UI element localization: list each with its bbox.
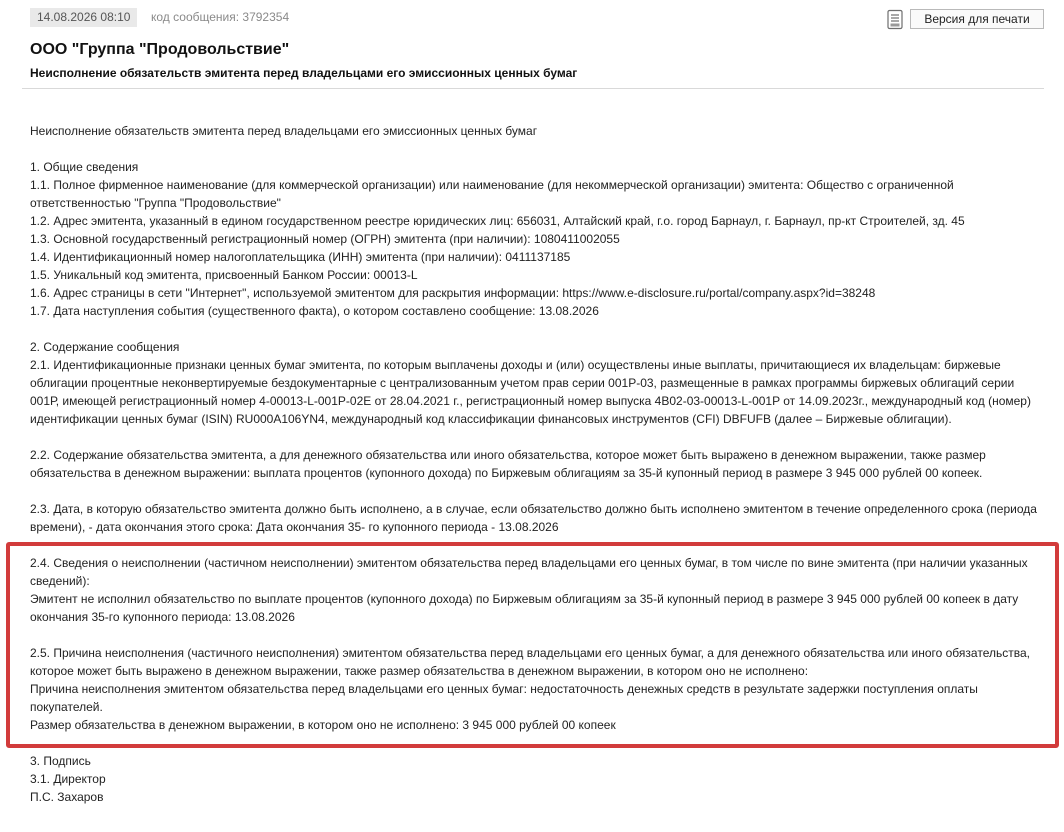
message-code: код сообщения: 3792354 — [151, 10, 290, 24]
publication-datetime: 14.08.2026 08:10 — [30, 8, 137, 27]
body-intro: Неисполнение обязательств эмитента перед владельцами его эмиссионных ценных бумаг — [30, 124, 538, 138]
print-version-button[interactable]: Версия для печати — [910, 9, 1044, 29]
item-2-5-question: 2.5. Причина неисполнения (частичного неисполнения) эмитентом обязательства перед владельцами его ценных бумаг, а для денежного обязательства или иного обязательства, которое может быть выражено в денежном выражении, также размер обязательства в денежном выражении, в котором оно не исполнено: — [30, 646, 1030, 678]
item-2-3: 2.3. Дата, в которую обязательство эмитента должно быть исполнено, а в случае, если обязательство должно быть исполнено эмитентом в течение определенного срока (периода времени), - дата окончания этого срока: Дата окончания 35- го купонного периода - 13.08.2026 — [30, 502, 1037, 534]
spacer — [30, 482, 1045, 500]
item-2-5-amount: Размер обязательства в денежном выражении, в котором оно не исполнено: 3 945 000 рублей 00 копеек — [30, 718, 616, 732]
spacer — [30, 626, 1045, 644]
spacer — [30, 140, 1045, 158]
item-2-4-question: 2.4. Сведения о неисполнении (частичном неисполнении) эмитентом обязательства перед владельцами его ценных бумаг, в том числе по вине эмитента (при наличии указанных сведений): — [30, 556, 1028, 588]
message-subject: Неисполнение обязательств эмитента перед владельцами его эмиссионных ценных бумаг — [30, 66, 578, 80]
section-1-title: 1. Общие сведения — [30, 160, 139, 174]
item-1-2: 1.2. Адрес эмитента, указанный в едином государственном реестре юридических лиц: 656031, Алтайский край, г.о. город Барнаул, г. Барнаул, пр-кт Строителей, зд. 45 — [30, 214, 965, 228]
spacer — [30, 734, 1045, 752]
item-1-6: 1.6. Адрес страницы в сети "Интернет", используемой эмитентом для раскрытия информации: https://www.e-disclosure.ru/portal/company.aspx?id=38248 — [30, 286, 876, 300]
item-2-1: 2.1. Идентификационные признаки ценных бумаг эмитента, по которым выплачены доходы и (или) осуществлены иные выплаты, причитающиеся их владельцам: биржевые облигации процентные неконвертируемые бездокументарные с централизованным учетом прав серии 001Р-03, размещенные в рамках программы биржевых облигаций серии 001Р, имеющей регистрационный номер 4-00013-L-001P-02E от 28.04.2021 г., регистрационный номер выпуска 4B02-03-00013-L-001P от 14.09.2023г., международный код (номер) идентификации ценных бумаг (ISIN) RU000A106YN4, международный код классификации финансовых инструментов (CFI) DBFUFB (далее – Биржевые облигации). — [30, 358, 1031, 426]
item-1-4: 1.4. Идентификационный номер налогоплательщика (ИНН) эмитента (при наличии): 0411137185 — [30, 250, 571, 264]
spacer — [30, 320, 1045, 338]
signer-position: 3.1. Директор — [30, 772, 106, 786]
company-name: ООО "Группа "Продовольствие" — [30, 41, 290, 58]
message-meta-bar — [30, 8, 1045, 32]
item-1-1: 1.1. Полное фирменное наименование (для коммерческой организации) или наименование (для некоммерческой организации) эмитента: Общество с ограниченной ответственностью "Группа "Продовольствие" — [30, 178, 954, 210]
item-1-7: 1.7. Дата наступления события (существенного факта), о котором составлено сообщение: 13.08.2026 — [30, 304, 599, 318]
item-2-2: 2.2. Содержание обязательства эмитента, а для денежного обязательства или иного обязательства, которое может быть выражено в денежном выражении, также размер обязательства в денежном выражении: выплата процентов (купонного дохода) по Биржевым облигациям за 35-й купонный период в размере 3 945 000 рублей 00 копеек. — [30, 448, 986, 480]
item-1-5: 1.5. Уникальный код эмитента, присвоенный Банком России: 00013-L — [30, 268, 418, 282]
spacer — [30, 428, 1045, 446]
spacer — [30, 536, 1045, 554]
section-2-title: 2. Содержание сообщения — [30, 340, 180, 354]
print-document-icon[interactable] — [885, 9, 905, 31]
message-body — [30, 122, 1045, 806]
section-3-title: 3. Подпись — [30, 754, 91, 768]
item-2-4-answer: Эмитент не исполнил обязательство по выплате процентов (купонного дохода) по Биржевым облигациям за 35-й купонный период в размере 3 945 000 рублей 00 копеек в дату окончания 35-го купонного периода: 13.08.2026 — [30, 592, 1019, 624]
signer-name: П.С. Захаров — [30, 790, 104, 804]
item-1-3: 1.3. Основной государственный регистрационный номер (ОГРН) эмитента (при наличии): 1080411002055 — [30, 232, 620, 246]
header-divider — [22, 88, 1044, 89]
item-2-5-reason: Причина неисполнения эмитентом обязательства перед владельцами его ценных бумаг: недостаточность денежных средств в результате задержки поступления оплаты покупателей. — [30, 682, 978, 714]
